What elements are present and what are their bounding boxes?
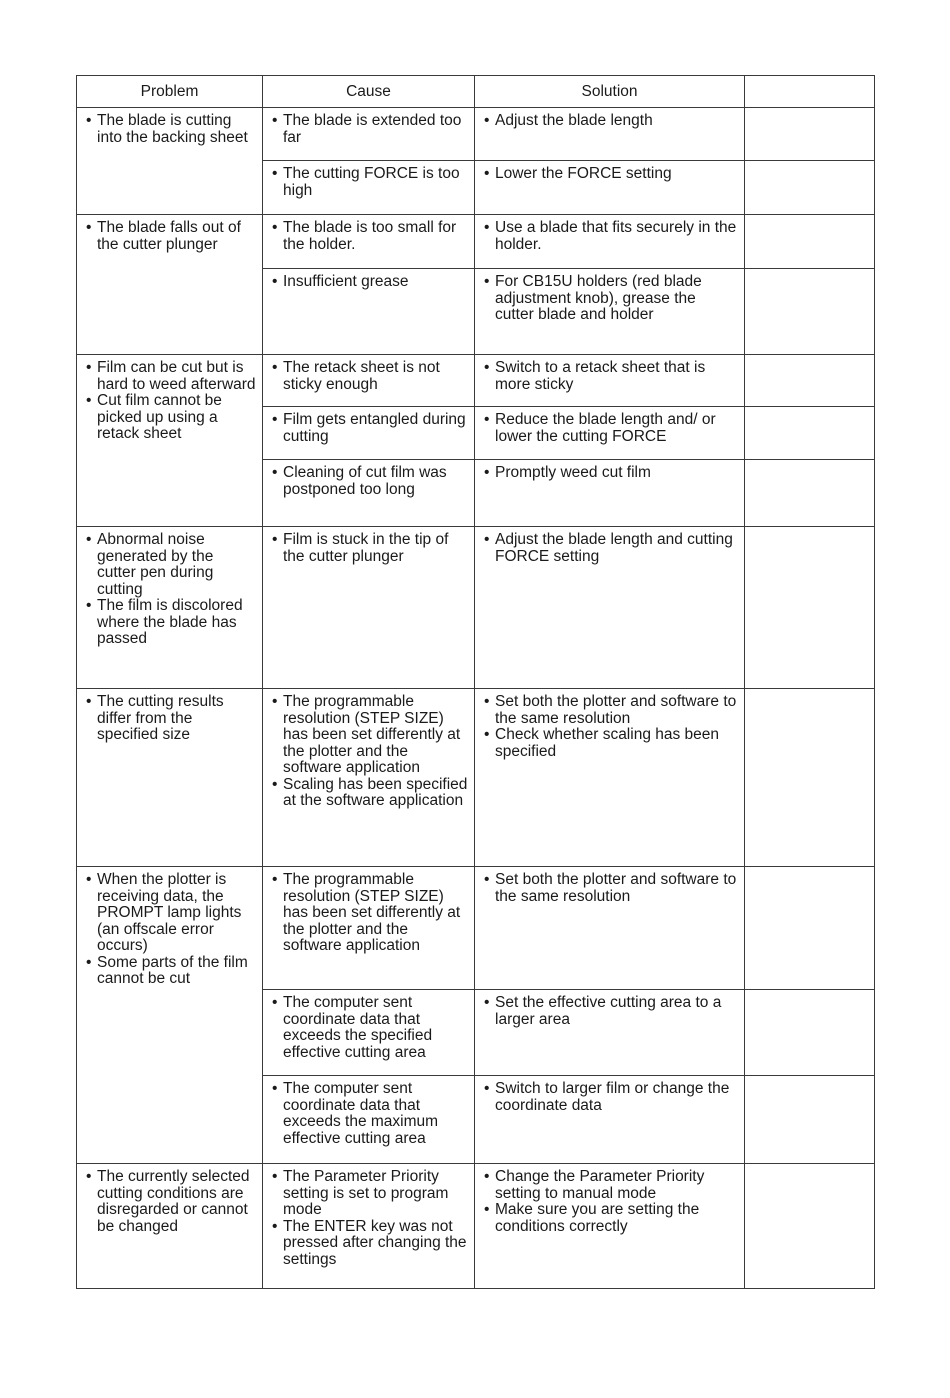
solution-cell [475,407,745,460]
problem-item: • Some parts of the film cannot be cut [86,955,256,988]
table-row [77,1164,875,1289]
cause-item: • The computer sent coordinate data that exceeds the maximum effective cutting area [272,1081,468,1147]
cause-cell [263,108,475,161]
solution-item: • Use a blade that fits securely in the holder. [484,220,738,253]
header-row [77,76,875,108]
solution-cell [475,1076,745,1164]
cause-list [272,220,468,253]
problem-cell [77,1164,263,1289]
solution-item: • Set both the plotter and software to the same resolution [484,872,738,905]
problem-item: • Cut film cannot be picked up using a retack sheet [86,393,256,443]
blank-cell [745,527,875,689]
cause-item: • Film is stuck in the tip of the cutter plunger [272,532,468,565]
problem-item: • When the plotter is receiving data, the PROMPT lamp lights (an offscale error occurs) [86,872,256,955]
solution-list [484,274,738,324]
table-body [77,108,875,1289]
problem-item: • Film can be cut but is hard to weed afterward [86,360,256,393]
solution-list [484,412,738,445]
cause-cell [263,867,475,990]
cause-item: • The blade is extended too far [272,113,468,146]
cause-list [272,360,468,393]
problem-cell [77,108,263,215]
cause-list [272,872,468,955]
cause-item: • The programmable resolution (STEP SIZE) has been set differently at the plotter and the software application [272,872,468,955]
solution-list [484,1169,738,1235]
problem-list [86,532,256,648]
solution-item: • Check whether scaling has been specified [484,727,738,760]
problem-list [86,694,256,744]
table-row [77,527,875,689]
blank-cell [745,215,875,269]
problem-list [86,220,256,253]
solution-cell [475,108,745,161]
cause-cell [263,460,475,527]
cause-cell [263,407,475,460]
problem-item: • The cutting results differ from the specified size [86,694,256,744]
header-problem: Problem [77,76,263,108]
problem-list [86,360,256,443]
cause-item: • The programmable resolution (STEP SIZE) has been set differently at the plotter and the software application [272,694,468,777]
table-row [77,215,875,269]
table-row [77,867,875,990]
solution-item: • Set both the plotter and software to the same resolution [484,694,738,727]
blank-cell [745,355,875,407]
problem-cell [77,867,263,1164]
solution-cell [475,990,745,1076]
header-cause: Cause [263,76,475,108]
cause-item: • The blade is too small for the holder. [272,220,468,253]
blank-cell [745,689,875,867]
solution-list [484,872,738,905]
cause-item: • Film gets entangled during cutting [272,412,468,445]
troubleshooting-table [76,75,875,1289]
solution-list [484,220,738,253]
blank-cell [745,108,875,161]
solution-list [484,113,738,130]
cause-cell [263,355,475,407]
solution-item: • Adjust the blade length [484,113,738,130]
cause-item: • Scaling has been specified at the software application [272,777,468,810]
cause-item: • Insufficient grease [272,274,468,291]
cause-list [272,113,468,146]
problem-item: • The blade falls out of the cutter plunger [86,220,256,253]
problem-cell [77,527,263,689]
solution-list [484,532,738,565]
solution-cell [475,867,745,990]
problem-item: • The film is discolored where the blade has passed [86,598,256,648]
cause-item: • The computer sent coordinate data that exceeds the specified effective cutting area [272,995,468,1061]
solution-item: • Switch to a retack sheet that is more sticky [484,360,738,393]
blank-cell [745,867,875,990]
blank-cell [745,1076,875,1164]
solution-cell [475,527,745,689]
solution-item: • Promptly weed cut film [484,465,738,482]
problem-cell [77,215,263,355]
solution-item: • Make sure you are setting the conditions correctly [484,1202,738,1235]
solution-item: • Switch to larger film or change the coordinate data [484,1081,738,1114]
cause-item: • The ENTER key was not pressed after changing the settings [272,1219,468,1269]
cause-cell [263,1076,475,1164]
cause-list [272,694,468,810]
solution-cell [475,355,745,407]
problem-list [86,872,256,988]
solution-list [484,360,738,393]
solution-list [484,995,738,1028]
solution-cell [475,460,745,527]
cause-cell [263,215,475,269]
problem-item: • Abnormal noise generated by the cutter pen during cutting [86,532,256,598]
solution-cell [475,269,745,355]
solution-item: • Lower the FORCE setting [484,166,738,183]
solution-item: • Adjust the blade length and cutting FORCE setting [484,532,738,565]
solution-list [484,465,738,482]
solution-cell [475,215,745,269]
cause-cell [263,269,475,355]
table-row [77,108,875,161]
blank-cell [745,407,875,460]
table-row [77,355,875,407]
cause-list [272,1169,468,1268]
blank-cell [745,269,875,355]
cause-list [272,166,468,199]
solution-list [484,1081,738,1114]
problem-item: • The currently selected cutting conditions are disregarded or cannot be changed [86,1169,256,1235]
solution-item: • Change the Parameter Priority setting to manual mode [484,1169,738,1202]
cause-list [272,412,468,445]
blank-cell [745,460,875,527]
cause-list [272,1081,468,1147]
cause-list [272,274,468,291]
blank-cell [745,1164,875,1289]
solution-item: • Set the effective cutting area to a larger area [484,995,738,1028]
table-row [77,689,875,867]
cause-list [272,532,468,565]
solution-cell [475,689,745,867]
cause-item: • The retack sheet is not sticky enough [272,360,468,393]
cause-cell [263,161,475,215]
cause-item: • Cleaning of cut film was postponed too long [272,465,468,498]
solution-cell [475,1164,745,1289]
problem-list [86,1169,256,1235]
blank-cell [745,161,875,215]
solution-item: • Reduce the blade length and/ or lower the cutting FORCE [484,412,738,445]
problem-cell [77,355,263,527]
cause-cell [263,689,475,867]
cause-list [272,465,468,498]
problem-cell [77,689,263,867]
solution-list [484,694,738,760]
cause-cell [263,527,475,689]
cause-list [272,995,468,1061]
problem-list [86,113,256,146]
cause-item: • The Parameter Priority setting is set to program mode [272,1169,468,1219]
solution-list [484,166,738,183]
solution-item: • For CB15U holders (red blade adjustment knob), grease the cutter blade and holder [484,274,738,324]
problem-item: • The blade is cutting into the backing sheet [86,113,256,146]
cause-item: • The cutting FORCE is too high [272,166,468,199]
cause-cell [263,990,475,1076]
blank-cell [745,990,875,1076]
cause-cell [263,1164,475,1289]
header-blank [745,76,875,108]
header-solution: Solution [475,76,745,108]
solution-cell [475,161,745,215]
